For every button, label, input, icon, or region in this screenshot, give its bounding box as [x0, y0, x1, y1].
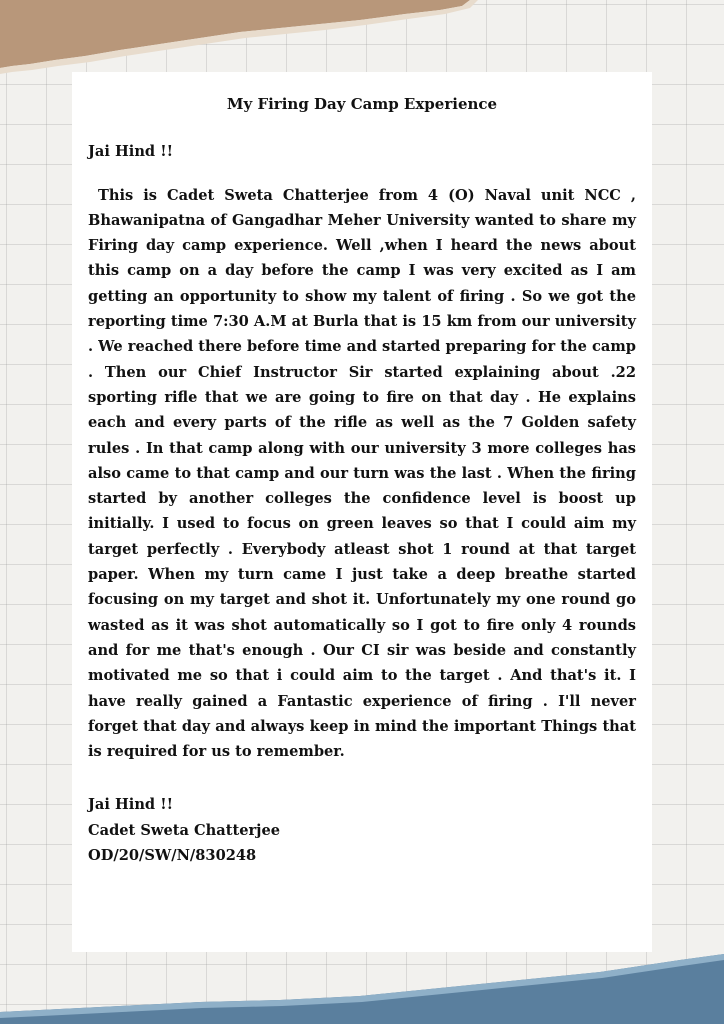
letter-content — [88, 92, 636, 868]
letter-paper — [72, 72, 652, 952]
greeting: Jai Hind !! — [88, 143, 174, 161]
cadet-id: OD/20/SW/N/830248 — [88, 847, 257, 865]
closing-salute: Jai Hind !! — [88, 796, 174, 814]
signature-block — [88, 792, 636, 868]
torn-paper-tape-bottom — [0, 954, 724, 1024]
cadet-name: Cadet Sweta Chatterjee — [88, 821, 281, 839]
letter-body: This is Cadet Sweta Chatterjee from 4 (O) Naval unit NCC , Bhawanipatna of Gangadhar Meher University wanted to share my Firing day camp experience. Well ,when I heard the news about this camp on a day before the camp I was very excited as I am getting an opportunity to show my talent of firing . So we got the reporting time 7:30 A.M at Burla that is 15 km from our university . We reached there before time and started preparing for the camp . Then our Chief Instructor Sir started explaining about .22 sporting rifle that we are going to fire on that day . He explains each and every parts of the rifle as well as the 7 Golden safety rules . In that camp along with our university 3 more colleges has also came to that camp and our turn was the last . When the firing started by another colleges the confidence level is boost up initially. I used to focus on green leaves so that I could aim my target perfectly . Everybody atleast shot 1 round at that target paper. When my turn came I just take a deep breathe started focusing on my target and shot it. Unfortunately my one round go wasted as it was shot automatically so I got to fire only 4 rounds and for me that's enough . Our CI sir was beside and constantly motivated me so that i could aim to the target . And that's it. I have really gained a Fantastic experience of firing . I'll never forget that day and always keep in mind the important Things that is required for us to remember. — [88, 186, 636, 761]
letter-title: My Firing Day Camp Experience — [226, 95, 498, 113]
